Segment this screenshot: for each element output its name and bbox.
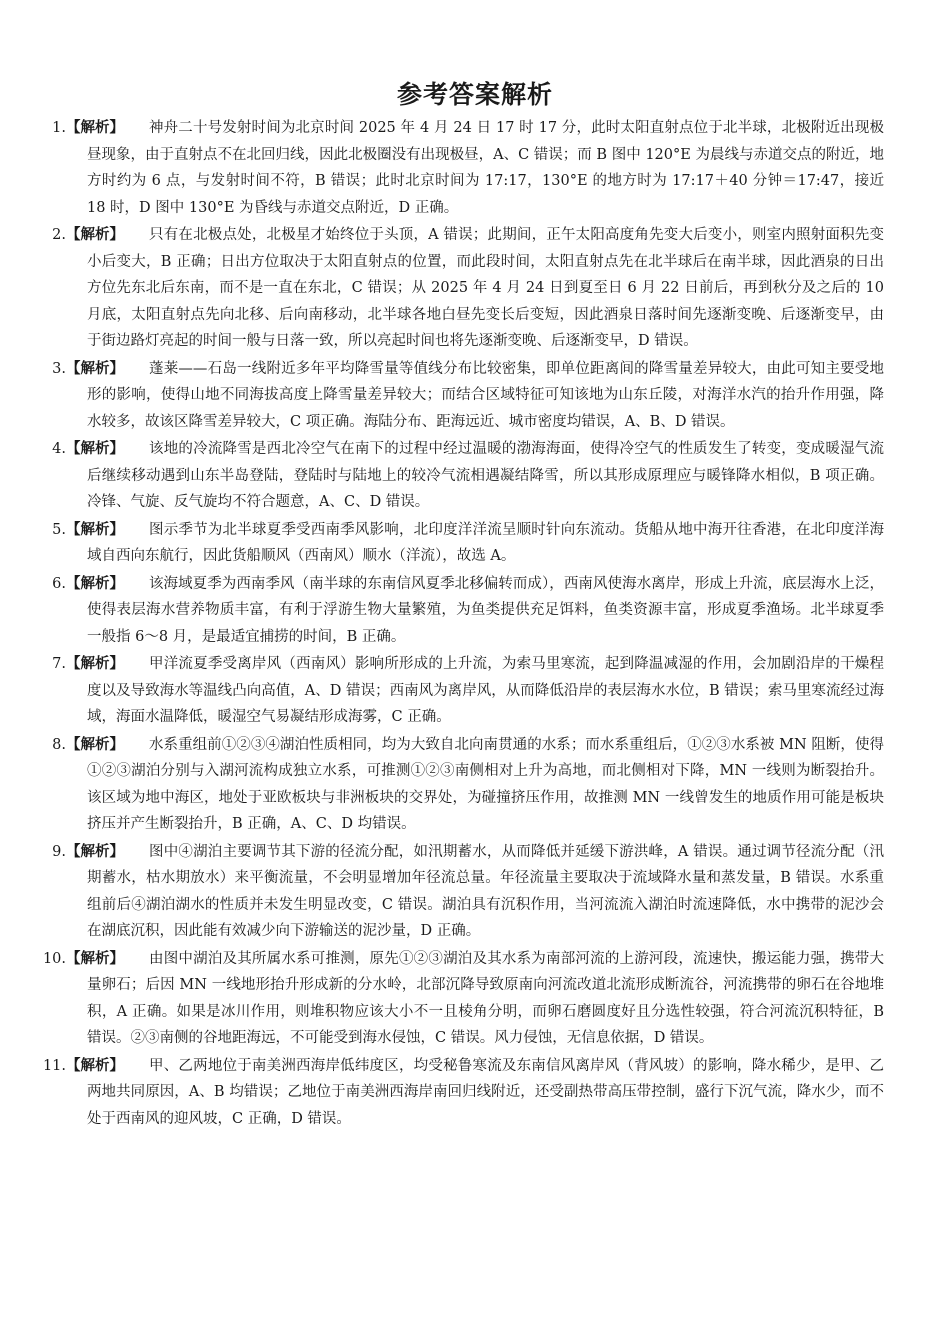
item-number: 8.	[52, 736, 66, 753]
analysis-tag: 【解析】	[66, 360, 124, 377]
item-number: 7.	[52, 656, 66, 672]
item-text: 蓬莱——石岛一线附近多年平均降雪量等值线分布比较密集，即单位距离间的降雪量差异较大，由此可知主要受地形的影响，使得山地不同海拔高度上降雪量差异较大；而结合区域特征可知该地为山东丘陵，对海洋水汽的抬升作用强，降水较多，故该区降雪差异较大，C 项正确。海陆分布、距海远近、城市密度均错误，A、B、D 错误。	[87, 360, 884, 430]
analysis-tag: 【解析】	[66, 521, 124, 538]
answer-item-8	[44, 732, 884, 838]
answer-item-9	[44, 839, 884, 945]
answer-list	[44, 115, 884, 1133]
answer-item-6	[44, 571, 884, 651]
item-text: 由图中湖泊及其所属水系可推测，原先①②③湖泊及其水系为南部河流的上游河段，流速快，搬运能力强，携带大量卵石；后因 MN 一线地形抬升形成新的分水岭，北部沉降导致原南向河流改道北流形成断流谷，河流携带的卵石在谷地堆积，A 正确。如果是冰川作用，则堆积物应该大小不一且棱角分明，而卵石磨圆度好且分选性较强，符合河流沉积特征，B 错误。②③南侧的谷地距海远，不可能受到海水侵蚀，C 错误。风力侵蚀，无信息依据，D 错误。	[87, 950, 884, 1046]
answer-item-11	[44, 1053, 884, 1133]
analysis-tag: 【解析】	[66, 736, 124, 753]
answer-item-10	[44, 946, 884, 1052]
item-text: 该海域夏季为西南季风（南半球的东南信风夏季北移偏转而成），西南风使海水离岸，形成上升流，底层海水上泛，使得表层海水营养物质丰富，有利于浮游生物大量繁殖，为鱼类提供充足饵料，鱼类资源丰富，形成夏季渔场。北半球夏季一般指 6～8 月，是最适宜捕捞的时间，B 正确。	[87, 575, 884, 645]
item-number: 1.	[52, 120, 66, 136]
item-text: 甲、乙两地位于南美洲西海岸低纬度区，均受秘鲁寒流及东南信风离岸风（背风坡）的影响，降水稀少，是甲、乙两地共同原因，A、B 均错误；乙地位于南美洲西海岸南回归线附近，还受副热带高压带控制，盛行下沉气流，降水少，而不处于西南风的迎风坡，C 正确，D 错误。	[87, 1057, 884, 1127]
analysis-tag: 【解析】	[66, 843, 124, 860]
answer-item-5	[44, 517, 884, 570]
answer-item-1	[44, 115, 884, 221]
item-text: 只有在北极点处，北极星才始终位于头顶，A 错误；此期间，正午太阳高度角先变大后变小，则室内照射面积先变小后变大，B 正确；日出方位取决于太阳直射点的位置，而此段时间，太阳直射点先在北半球后在南半球，因此酒泉的日出方位先东北后东南，而不是一直在东北，C 错误；从 2025 年 4 月 24 日到夏至日 6 月 22 日前后，再到秋分及之后的 10 月底，太阳直射点先向北移、后向南移动，北半球各地白昼先变长后变短，因此酒泉日落时间先逐渐变晚、后逐渐变早，由于街边路灯亮起的时间一般与日落一致，所以亮起时间也将先逐渐变晚、后逐渐变早，D 错误。	[87, 227, 884, 349]
item-text: 水系重组前①②③④湖泊性质相同，均为大致自北向南贯通的水系；而水系重组后，①②③水系被 MN 阻断，使得①②③湖泊分别与入湖河流构成独立水系，可推测①②③南侧相对上升为高地，而北侧相对下降，MN 一线则为断裂抬升。该区域为地中海区，地处于亚欧板块与非洲板块的交界处，为碰撞挤压作用，故推测 MN 一线曾发生的地质作用可能是板块挤压并产生断裂抬升，B 正确，A、C、D 均错误。	[87, 736, 884, 832]
answer-item-3	[44, 356, 884, 436]
analysis-tag: 【解析】	[66, 1057, 124, 1074]
item-number: 10.	[42, 950, 66, 967]
item-number: 6.	[52, 575, 66, 592]
item-number: 2.	[52, 227, 66, 243]
item-text: 甲洋流夏季受离岸风（西南风）影响所形成的上升流，为索马里寒流，起到降温减湿的作用，会加剧沿岸的干燥程度以及导致海水等温线凸向高值，A、D 错误；西南风为离岸风，从而降低沿岸的表层海水水位，B 错误；索马里寒流经过海域，海面水温降低，暖湿空气易凝结形成海雾，C 正确。	[87, 656, 884, 725]
item-number: 3.	[52, 360, 66, 377]
analysis-tag: 【解析】	[66, 575, 124, 592]
item-number: 9.	[52, 843, 66, 860]
item-text: 图示季节为北半球夏季受西南季风影响，北印度洋洋流呈顺时针向东流动。货船从地中海开往香港，在北印度洋海域自西向东航行，因此货船顺风（西南风）顺水（洋流），故选 A。	[87, 521, 884, 564]
analysis-tag: 【解析】	[66, 227, 124, 243]
item-number: 5.	[52, 521, 66, 538]
page-title: 参考答案解析	[396, 80, 553, 109]
item-text: 神舟二十号发射时间为北京时间 2025 年 4 月 24 日 17 时 17 分，此时太阳直射点位于北半球，北极附近出现极昼现象，由于直射点不在北回归线，因此北极圈没有出现极昼，A、C 错误；而 B 图中 120°E 为晨线与赤道交点的附近，地方时约为 6 点，与发射时间不符，B 错误；此时北京时间为 17:17，130°E 的地方时为 17:17＋40 分钟＝17:47，接近 18 时，D 图中 130°E 为昏线与赤道交点附近，D 正确。	[87, 120, 884, 216]
item-text: 该地的冷流降雪是西北冷空气在南下的过程中经过温暖的渤海海面，使得冷空气的性质发生了转变，变成暖湿气流后继续移动遇到山东半岛登陆，登陆时与陆地上的较冷气流相遇凝结降雪，所以其形成原理应与暖锋降水相似，B 项正确。冷锋、气旋、反气旋均不符合题意，A、C、D 错误。	[87, 441, 884, 510]
answer-item-4	[44, 436, 884, 516]
answer-item-2	[44, 222, 884, 355]
item-text: 图中④湖泊主要调节其下游的径流分配，如汛期蓄水，从而降低并延缓下游洪峰，A 错误。通过调节径流分配（汛期蓄水，枯水期放水）来平衡流量，不会明显增加年径流总量。年径流量主要取决于流域降水量和蒸发量，B 错误。水系重组前后④湖泊湖水的性质并未发生明显改变，C 错误。湖泊具有沉积作用，当河流流入湖泊时流速降低，水中携带的泥沙会在湖底沉积，因此能有效减少向下游输送的泥沙量，D 正确。	[87, 843, 884, 939]
answer-item-7	[44, 651, 884, 731]
analysis-tag: 【解析】	[66, 120, 124, 136]
item-number: 11.	[42, 1057, 66, 1074]
analysis-tag: 【解析】	[66, 950, 124, 967]
analysis-tag: 【解析】	[66, 441, 124, 457]
analysis-tag: 【解析】	[66, 656, 124, 672]
item-number: 4.	[52, 441, 66, 457]
